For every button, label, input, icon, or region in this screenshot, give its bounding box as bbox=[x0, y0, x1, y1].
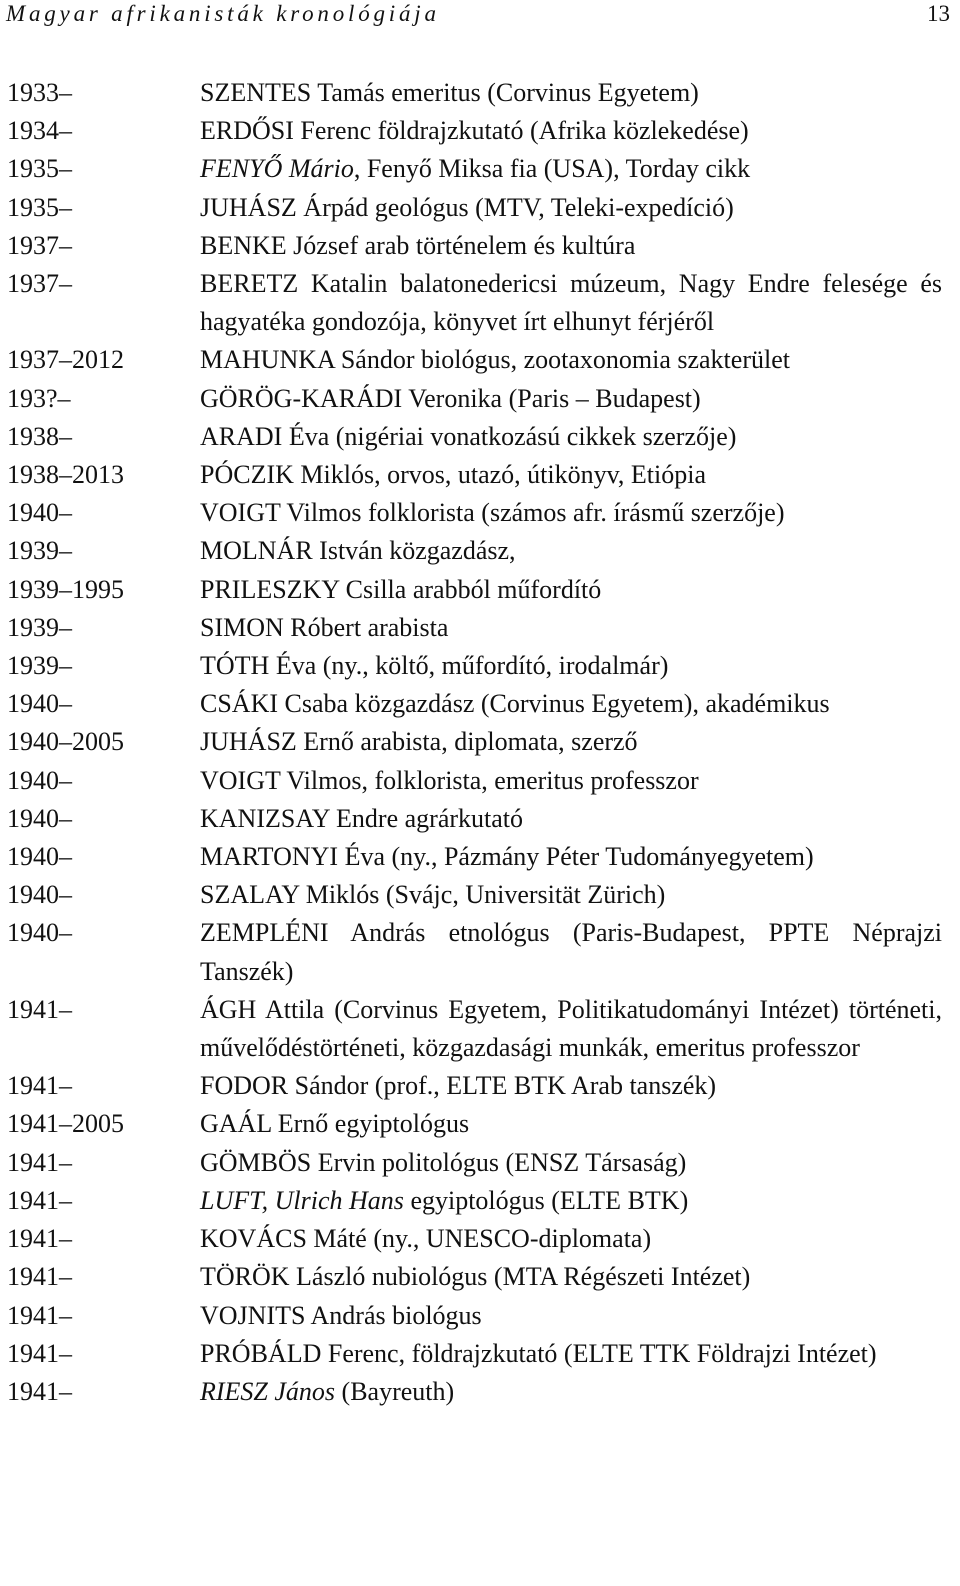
entry-description: biológus, zootaxonomia szakterület bbox=[414, 345, 790, 375]
entry-text bbox=[200, 685, 942, 723]
entry-person-name: KOVÁCS Máté bbox=[200, 1224, 367, 1254]
entry-text bbox=[200, 150, 942, 188]
entry-text bbox=[200, 265, 942, 341]
entry-description: (Svájc, Universität Zürich) bbox=[379, 880, 666, 910]
list-item bbox=[7, 609, 947, 647]
entry-date: 1935– bbox=[7, 154, 72, 184]
entry-person-name: MARTONYI Éva bbox=[200, 842, 385, 872]
entry-person-name: KANIZSAY Endre bbox=[200, 803, 399, 833]
entry-text bbox=[200, 571, 942, 609]
entry-text bbox=[200, 1182, 942, 1220]
entry-description: , folklorista, emeritus professzor bbox=[361, 765, 699, 795]
entry-text bbox=[200, 1144, 942, 1182]
list-item bbox=[7, 380, 947, 418]
entry-person-name: ARADI Éva bbox=[200, 421, 330, 451]
entry-date: 1940–2005 bbox=[7, 727, 124, 757]
entry-description: (Corvinus Egyetem, Politikatudományi Intézet) történeti, művelődéstörténeti, közgazdasági munkák, emeritus professzor bbox=[200, 994, 943, 1063]
entry-person-name: VOJNITS András bbox=[200, 1300, 386, 1330]
entry-person-name: JUHÁSZ Árpád bbox=[200, 192, 369, 222]
entry-person-name: PRÓBÁLD Ferenc bbox=[200, 1338, 399, 1368]
entry-text bbox=[200, 914, 942, 990]
list-item bbox=[7, 991, 947, 1067]
entry-person-name: CSÁKI Csaba bbox=[200, 689, 349, 719]
entry-text bbox=[200, 609, 942, 647]
entry-date: 1941– bbox=[7, 1300, 72, 1330]
entry-person-name: VOIGT Vilmos bbox=[200, 765, 362, 795]
list-item bbox=[7, 1335, 947, 1373]
list-item bbox=[7, 723, 947, 761]
entry-description: arabista, diplomata, szerző bbox=[353, 727, 638, 757]
entry-description: geológus (MTV, Teleki-expedíció) bbox=[368, 192, 734, 222]
entry-description: (Paris – Budapest) bbox=[502, 383, 701, 413]
entry-description: (Bayreuth) bbox=[335, 1376, 455, 1406]
entry-person-name: TÓTH Éva bbox=[200, 651, 317, 681]
list-item bbox=[7, 1144, 947, 1182]
entry-text bbox=[200, 762, 942, 800]
entry-person-name: MAHUNKA Sándor bbox=[200, 345, 415, 375]
entry-description: (ny., UNESCO-diplomata) bbox=[366, 1224, 652, 1254]
list-item bbox=[7, 1297, 947, 1335]
entry-person-name: ÁGH Attila bbox=[200, 994, 325, 1024]
entry-person-name: JUHÁSZ Ernő bbox=[200, 727, 354, 757]
entry-description: (nigériai vonatkozású cikkek szerzője) bbox=[329, 421, 737, 451]
entry-description: , földrajzkutató (ELTE TTK Földrajzi Intézet) bbox=[398, 1338, 877, 1368]
entry-text bbox=[200, 418, 942, 456]
entry-date: 1939– bbox=[7, 651, 72, 681]
entry-date: 1940– bbox=[7, 918, 72, 948]
entry-person-name: PÓCZIK Miklós bbox=[200, 460, 375, 490]
entry-description: politológus (ENSZ Társaság) bbox=[375, 1147, 687, 1177]
list-item bbox=[7, 150, 947, 188]
list-item bbox=[7, 762, 947, 800]
entry-date: 1941– bbox=[7, 1262, 72, 1292]
entry-description: közgazdász, bbox=[382, 536, 516, 566]
list-item bbox=[7, 227, 947, 265]
entry-text bbox=[200, 456, 942, 494]
entry-description: (ny., költő, műfordító, irodalmár) bbox=[316, 651, 669, 681]
entry-text bbox=[200, 991, 942, 1067]
entry-date: 1939– bbox=[7, 536, 72, 566]
entry-text bbox=[200, 189, 942, 227]
list-item bbox=[7, 112, 947, 150]
entry-text bbox=[200, 1258, 942, 1296]
entry-person-name: BERETZ Katalin bbox=[200, 269, 388, 299]
entry-date: 1940– bbox=[7, 498, 72, 528]
list-item bbox=[7, 418, 947, 456]
entry-date: 193?– bbox=[7, 383, 71, 413]
entry-person-name: BENKE József bbox=[200, 230, 359, 260]
entry-text bbox=[200, 800, 942, 838]
entry-date: 1938–2013 bbox=[7, 460, 124, 490]
list-item bbox=[7, 265, 947, 341]
list-item bbox=[7, 1220, 947, 1258]
entry-text bbox=[200, 838, 942, 876]
entry-date: 1940– bbox=[7, 765, 72, 795]
entry-person-name: LUFT, Ulrich Hans bbox=[200, 1185, 404, 1215]
entry-date: 1941– bbox=[7, 994, 72, 1024]
entry-text bbox=[200, 876, 942, 914]
entry-description: , orvos, utazó, útikönyv, Etiópia bbox=[374, 460, 707, 490]
entry-person-name: GÖMBÖS Ervin bbox=[200, 1147, 376, 1177]
entry-person-name: ERDŐSI Ferenc bbox=[200, 116, 372, 146]
list-item bbox=[7, 800, 947, 838]
entry-text bbox=[200, 74, 942, 112]
entry-date: 1941– bbox=[7, 1224, 72, 1254]
entry-person-name: GAÁL Ernő bbox=[200, 1109, 329, 1139]
entry-text bbox=[200, 723, 942, 761]
entry-date: 1938– bbox=[7, 421, 72, 451]
list-item bbox=[7, 647, 947, 685]
list-item bbox=[7, 876, 947, 914]
entry-text bbox=[200, 1067, 942, 1105]
entry-text bbox=[200, 1105, 942, 1143]
entry-person-name: SIMON Róbert bbox=[200, 612, 362, 642]
entry-description: nubiológus (MTA Régészeti Intézet) bbox=[365, 1262, 751, 1292]
entry-person-name: PRILESZKY Csilla bbox=[200, 574, 407, 604]
entry-date: 1939– bbox=[7, 612, 72, 642]
entry-date: 1935– bbox=[7, 192, 72, 222]
entry-date: 1940– bbox=[7, 689, 72, 719]
entry-description: arabista bbox=[361, 612, 449, 642]
entry-date: 1941– bbox=[7, 1071, 72, 1101]
entry-description: (prof., ELTE BTK Arab tanszék) bbox=[368, 1071, 717, 1101]
entry-person-name: TÖRÖK László bbox=[200, 1262, 366, 1292]
entry-person-name: FODOR Sándor bbox=[200, 1071, 369, 1101]
entry-person-name: SZENTES Tamás bbox=[200, 78, 385, 107]
list-item bbox=[7, 532, 947, 570]
entry-text bbox=[200, 647, 942, 685]
list-item bbox=[7, 1182, 947, 1220]
list-item bbox=[7, 914, 947, 990]
entry-date: 1941– bbox=[7, 1338, 72, 1368]
entry-text bbox=[200, 1297, 942, 1335]
entry-date: 1937–2012 bbox=[7, 345, 124, 375]
entry-person-name: RIESZ János bbox=[200, 1376, 336, 1406]
entry-date: 1940– bbox=[7, 842, 72, 872]
list-item bbox=[7, 1067, 947, 1105]
list-item bbox=[7, 571, 947, 609]
entry-date: 1937– bbox=[7, 230, 72, 260]
entry-text bbox=[200, 494, 942, 532]
entry-description: arab történelem és kultúra bbox=[358, 230, 636, 260]
entry-date: 1937– bbox=[7, 269, 72, 299]
entry-date: 1941– bbox=[7, 1185, 72, 1215]
entry-text bbox=[200, 227, 942, 265]
list-item bbox=[7, 1258, 947, 1296]
entry-date: 1934– bbox=[7, 116, 72, 146]
entry-text bbox=[200, 1373, 942, 1411]
list-item bbox=[7, 189, 947, 227]
entry-text bbox=[200, 112, 942, 150]
entry-text bbox=[200, 532, 942, 570]
entry-person-name: GÖRÖG-KARÁDI Veronika bbox=[200, 383, 503, 413]
chronology-list bbox=[7, 74, 947, 1411]
entry-person-name: FENYŐ Mário bbox=[200, 154, 354, 184]
list-item bbox=[7, 1105, 947, 1143]
entry-date: 1941–2005 bbox=[7, 1109, 124, 1139]
list-item bbox=[7, 341, 947, 379]
entry-date: 1940– bbox=[7, 803, 72, 833]
entry-description: folklorista (számos afr. írásmű szerzője) bbox=[361, 498, 785, 528]
entry-description: arabból műfordító bbox=[406, 574, 602, 604]
entry-description: agrárkutató bbox=[398, 803, 524, 833]
entry-description: balatonedericsi múzeum, Nagy Endre felesége és hagyatéka gondozója, könyvet írt elhunyt férjéről bbox=[200, 269, 942, 337]
list-item bbox=[7, 456, 947, 494]
entry-person-name: VOIGT Vilmos bbox=[200, 498, 362, 528]
entry-description: etnológus (Paris-Budapest, PPTE Néprajzi Tanszék) bbox=[200, 918, 942, 986]
entry-description: , Fenyő Miksa fia (USA), Torday cikk bbox=[353, 154, 751, 184]
entry-text bbox=[200, 1335, 942, 1373]
entry-description: (ny., Pázmány Péter Tudományegyetem) bbox=[385, 842, 814, 872]
running-title: Magyar afrikanisták kronológiája bbox=[6, 1, 440, 26]
entry-date: 1933– bbox=[7, 78, 72, 107]
entry-text bbox=[200, 380, 942, 418]
page-header bbox=[6, 0, 950, 28]
page-number: 13 bbox=[927, 1, 950, 26]
entry-description: egyiptológus (ELTE BTK) bbox=[403, 1185, 689, 1215]
entry-person-name: ZEMPLÉNI András bbox=[200, 918, 426, 948]
list-item bbox=[7, 74, 947, 112]
entry-person-name: MOLNÁR István bbox=[200, 536, 383, 566]
entry-description: földrajzkutató (Afrika közlekedése) bbox=[371, 116, 749, 146]
entry-description: egyiptológus bbox=[328, 1109, 470, 1139]
entry-person-name: SZALAY Miklós bbox=[200, 880, 380, 910]
entry-date: 1941– bbox=[7, 1147, 72, 1177]
entry-text bbox=[200, 1220, 942, 1258]
entry-text bbox=[200, 341, 942, 379]
entry-description: emeritus (Corvinus Egyetem) bbox=[384, 78, 699, 107]
list-item bbox=[7, 685, 947, 723]
entry-date: 1939–1995 bbox=[7, 574, 124, 604]
entry-date: 1941– bbox=[7, 1376, 72, 1406]
list-item bbox=[7, 494, 947, 532]
list-item bbox=[7, 838, 947, 876]
entry-date: 1940– bbox=[7, 880, 72, 910]
entry-description: biológus bbox=[385, 1300, 482, 1330]
entry-description: közgazdász (Corvinus Egyetem), akadémikus bbox=[348, 689, 830, 719]
list-item bbox=[7, 1373, 947, 1411]
